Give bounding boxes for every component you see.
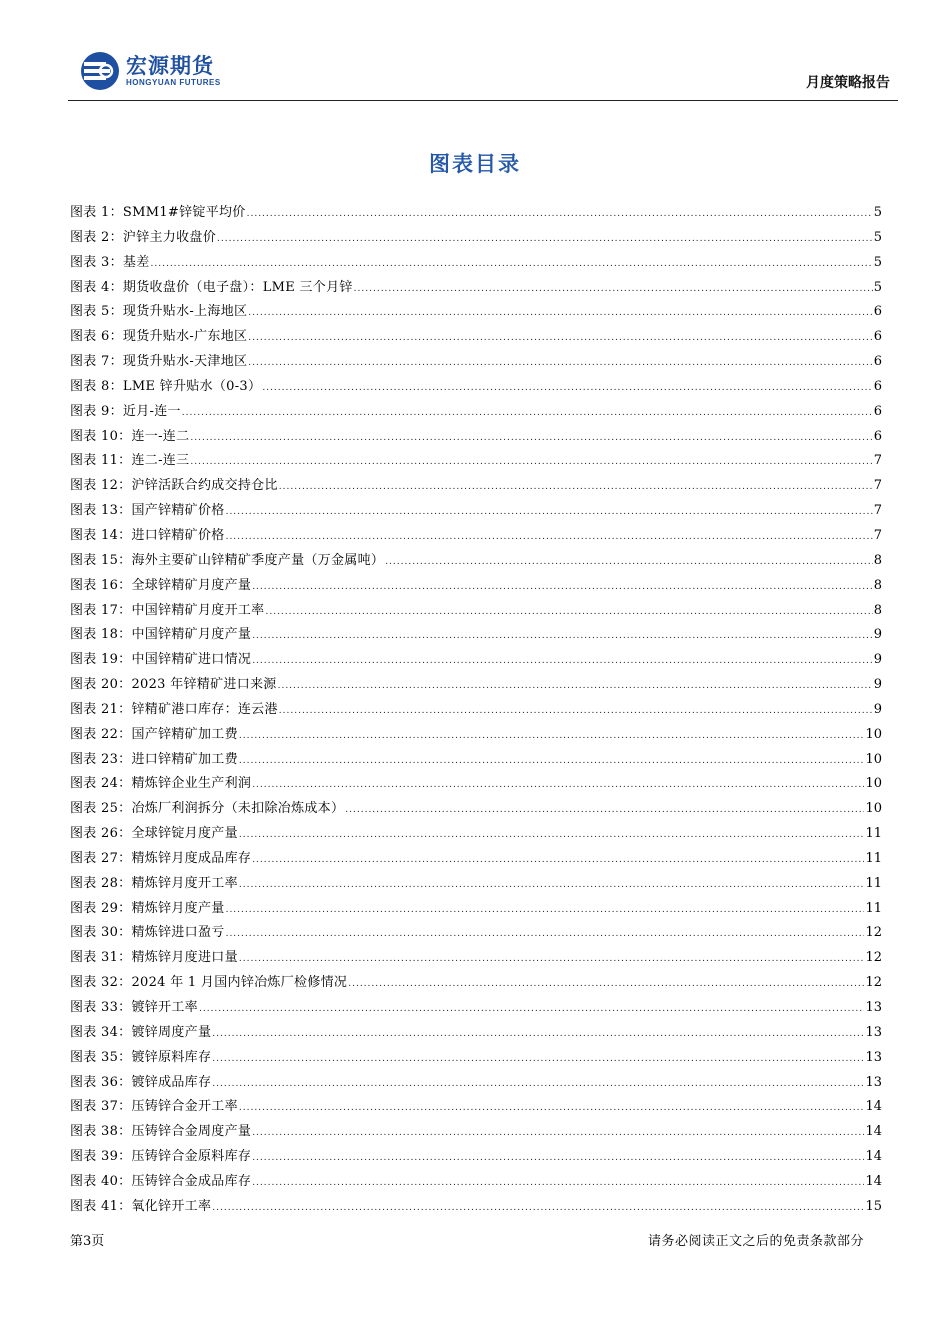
toc-entry-label: 图表 24：精炼锌企业生产利润 [70,776,252,792]
toc-entry-page: 12 [865,975,882,991]
toc-entry-page: 10 [865,776,882,792]
toc-entry-label: 图表 1：SMM1#锌锭平均价 [70,205,246,220]
toc-leader-dots [239,873,865,898]
toc-entry-page: 9 [873,677,882,693]
toc-entry-label: 图表 39：压铸锌合金原料库存 [70,1149,252,1165]
toc-leader-dots [248,326,872,351]
toc-entry-page: 10 [865,751,882,767]
toc-entry-label: 图表 11：连二-连三 [70,453,190,469]
toc-entry-page: 6 [873,378,882,394]
toc-leader-dots [252,1171,864,1196]
toc-leader-dots [278,674,873,699]
toc-entry-page: 13 [865,1049,882,1065]
toc-entry-page: 9 [873,652,882,668]
toc-leader-dots [385,550,873,575]
toc-entry[interactable] [70,549,882,574]
toc-entry-label: 图表 8：LME 锌升贴水（0-3） [70,378,262,394]
toc-leader-dots [348,972,864,997]
toc-entry[interactable] [70,797,882,822]
toc-entry[interactable] [70,1195,882,1220]
toc-entry-label: 图表 30：精炼锌进口盈亏 [70,925,225,941]
toc-entry-page: 14 [865,1099,882,1115]
toc-leader-dots [252,1121,864,1146]
toc-leader-dots [239,823,865,848]
report-type: 月度策略报告 [806,75,890,91]
toc-entry[interactable] [70,400,882,425]
toc-entry[interactable] [70,1170,882,1195]
toc-entry[interactable] [70,375,882,400]
toc-entry-label: 图表 40：压铸锌合金成品库存 [70,1173,252,1189]
toc-entry-page: 11 [865,900,882,916]
toc-leader-dots [252,848,864,873]
toc-entry-label: 图表 38：压铸锌合金周度产量 [70,1124,252,1140]
toc-entry-page: 7 [873,453,882,469]
toc-leader-dots [212,1022,864,1047]
toc-entry[interactable] [70,623,882,648]
toc-entry-label: 图表 17：中国锌精矿月度开工率 [70,602,265,618]
toc-entry[interactable] [70,698,882,723]
toc-entry[interactable] [70,847,882,872]
table-of-figures [70,201,882,1220]
toc-entry-page: 15 [865,1198,882,1214]
toc-entry-label: 图表 26：全球锌锭月度产量 [70,826,238,842]
toc-entry[interactable] [70,201,882,226]
toc-entry[interactable] [70,499,882,524]
toc-entry[interactable] [70,524,882,549]
toc-entry-page: 6 [873,354,882,370]
disclaimer-note: 请务必阅读正文之后的免责条款部分 [647,1234,864,1249]
toc-entry[interactable] [70,599,882,624]
toc-leader-dots [279,699,873,724]
toc-entry[interactable] [70,1120,882,1145]
toc-leader-dots [265,600,872,625]
toc-entry[interactable] [70,350,882,375]
toc-entry-label: 图表 10：连一-连二 [70,428,190,444]
toc-leader-dots [239,1096,865,1121]
toc-entry-page: 14 [865,1173,882,1189]
toc-entry-page: 5 [873,254,882,270]
toc-entry-page: 10 [865,726,882,742]
toc-entry-label: 图表 14：进口锌精矿价格 [70,527,225,543]
toc-entry-label: 图表 12：沪锌活跃合约成交持仓比 [70,478,278,494]
toc-leader-dots [354,277,873,302]
toc-entry-label: 图表 37：压铸锌合金开工率 [70,1099,238,1115]
toc-entry[interactable] [70,574,882,599]
toc-entry-page: 6 [873,403,882,419]
toc-entry[interactable] [70,648,882,673]
toc-entry-page: 8 [873,552,882,568]
toc-entry-label: 图表 7：现货升贴水-天津地区 [70,354,248,370]
toc-leader-dots [217,227,873,252]
toc-entry[interactable] [70,946,882,971]
toc-entry-page: 11 [865,850,882,866]
toc-entry-label: 图表 34：镀锌周度产量 [70,1024,212,1040]
toc-entry-page: 7 [873,527,882,543]
toc-entry-page: 6 [873,428,882,444]
toc-leader-dots [247,202,873,227]
toc-entry-label: 图表 27：精炼锌月度成品库存 [70,850,252,866]
toc-leader-dots [199,997,864,1022]
toc-entry-label: 图表 25：冶炼厂利润拆分（未扣除冶炼成本） [70,801,345,817]
toc-leader-dots [190,426,872,451]
toc-entry-label: 图表 20：2023 年锌精矿进口来源 [70,677,277,693]
toc-entry[interactable] [70,996,882,1021]
toc-entry-label: 图表 32：2024 年 1 月国内锌冶炼厂检修情况 [70,975,348,991]
toc-leader-dots [212,1072,864,1097]
toc-entry-label: 图表 23：进口锌精矿加工费 [70,751,238,767]
toc-entry-page: 9 [873,627,882,643]
toc-entry-page: 8 [873,602,882,618]
toc-leader-dots [345,798,864,823]
toc-entry-label: 图表 3：基差 [70,254,150,270]
toc-leader-dots [248,301,872,326]
toc-entry[interactable] [70,226,882,251]
toc-entry[interactable] [70,971,882,996]
toc-entry[interactable] [70,748,882,773]
toc-entry-page: 14 [865,1149,882,1165]
toc-leader-dots [190,450,872,475]
toc-entry-label: 图表 22：国产锌精矿加工费 [70,726,238,742]
toc-leader-dots [252,649,873,674]
toc-entry-label: 图表 4：期货收盘价（电子盘）：LME 三个月锌 [70,279,353,295]
toc-entry[interactable] [70,897,882,922]
company-logo [80,48,221,94]
toc-leader-dots [239,947,865,972]
toc-entry[interactable] [70,425,882,450]
toc-entry-label: 图表 21：锌精矿港口库存：连云港 [70,701,278,717]
toc-entry-page: 5 [873,279,882,295]
toc-entry-label: 图表 16：全球锌精矿月度产量 [70,577,252,593]
toc-entry-page: 7 [873,503,882,519]
toc-leader-dots [226,898,865,923]
toc-entry-page: 13 [865,1074,882,1090]
toc-leader-dots [239,749,865,774]
toc-entry[interactable] [70,474,882,499]
toc-entry[interactable] [70,1046,882,1071]
toc-leader-dots [239,724,865,749]
toc-leader-dots [226,922,865,947]
toc-entry[interactable] [70,673,882,698]
toc-entry-page: 6 [873,304,882,320]
toc-leader-dots [252,773,864,798]
toc-entry-page: 14 [865,1124,882,1140]
toc-entry-page: 5 [873,205,882,220]
toc-entry[interactable] [70,1021,882,1046]
toc-entry-label: 图表 2：沪锌主力收盘价 [70,229,217,245]
toc-leader-dots [248,351,872,376]
toc-entry-page: 12 [865,950,882,966]
toc-entry-page: 10 [865,801,882,817]
toc-entry-label: 图表 28：精炼锌月度开工率 [70,875,238,891]
toc-title: 图表目录 [429,152,521,176]
toc-entry-label: 图表 5：现货升贴水-上海地区 [70,304,248,320]
toc-entry[interactable] [70,449,882,474]
toc-entry-label: 图表 15：海外主要矿山锌精矿季度产量（万金属吨） [70,552,385,568]
toc-entry-label: 图表 31：精炼锌月度进口量 [70,950,238,966]
toc-entry-page: 13 [865,1000,882,1015]
toc-entry-page: 9 [873,701,882,717]
toc-leader-dots [151,252,873,277]
page-number: 第3页 [70,1234,105,1249]
hongyuan-logo-icon [80,51,120,91]
toc-leader-dots [252,1146,864,1171]
logo-english-name: HONGYUAN FUTURES [126,78,221,87]
toc-entry-page: 7 [873,478,882,494]
logo-chinese-name: 宏源期货 [126,54,214,78]
toc-leader-dots [226,525,873,550]
toc-leader-dots [226,500,873,525]
toc-leader-dots [182,401,873,426]
toc-leader-dots [252,624,873,649]
toc-leader-dots [262,376,872,401]
toc-leader-dots [212,1196,864,1221]
toc-entry[interactable] [70,276,882,301]
toc-entry-label: 图表 6：现货升贴水-广东地区 [70,329,248,345]
toc-entry-page: 13 [865,1024,882,1040]
toc-entry[interactable] [70,1145,882,1170]
toc-entry-page: 11 [865,826,882,842]
toc-entry[interactable] [70,251,882,276]
toc-entry[interactable] [70,872,882,897]
toc-leader-dots [252,575,873,600]
toc-entry-label: 图表 29：精炼锌月度产量 [70,900,225,916]
toc-entry-page: 12 [865,925,882,941]
toc-entry-page: 5 [873,229,882,245]
toc-entry-page: 6 [873,329,882,345]
toc-entry-label: 图表 36：镀锌成品库存 [70,1074,212,1090]
toc-entry-label: 图表 35：镀锌原料库存 [70,1049,212,1065]
toc-entry-page: 8 [873,577,882,593]
toc-entry-page: 11 [865,875,882,891]
toc-leader-dots [279,475,873,500]
toc-entry-label: 图表 41：氧化锌开工率 [70,1198,212,1214]
toc-entry-label: 图表 9：近月-连一 [70,403,181,419]
toc-entry[interactable] [70,1095,882,1120]
toc-entry-label: 图表 13：国产锌精矿价格 [70,503,225,519]
toc-entry[interactable] [70,325,882,350]
toc-entry[interactable] [70,822,882,847]
toc-entry[interactable] [70,1071,882,1096]
toc-entry[interactable] [70,921,882,946]
toc-entry-label: 图表 19：中国锌精矿进口情况 [70,652,252,668]
toc-entry[interactable] [70,300,882,325]
toc-entry-label: 图表 33：镀锌开工率 [70,1000,198,1015]
toc-entry[interactable] [70,723,882,748]
header-divider [68,100,898,101]
toc-entry-label: 图表 18：中国锌精矿月度产量 [70,627,252,643]
page-header [68,40,898,102]
toc-leader-dots [212,1047,864,1072]
toc-entry[interactable] [70,772,882,797]
